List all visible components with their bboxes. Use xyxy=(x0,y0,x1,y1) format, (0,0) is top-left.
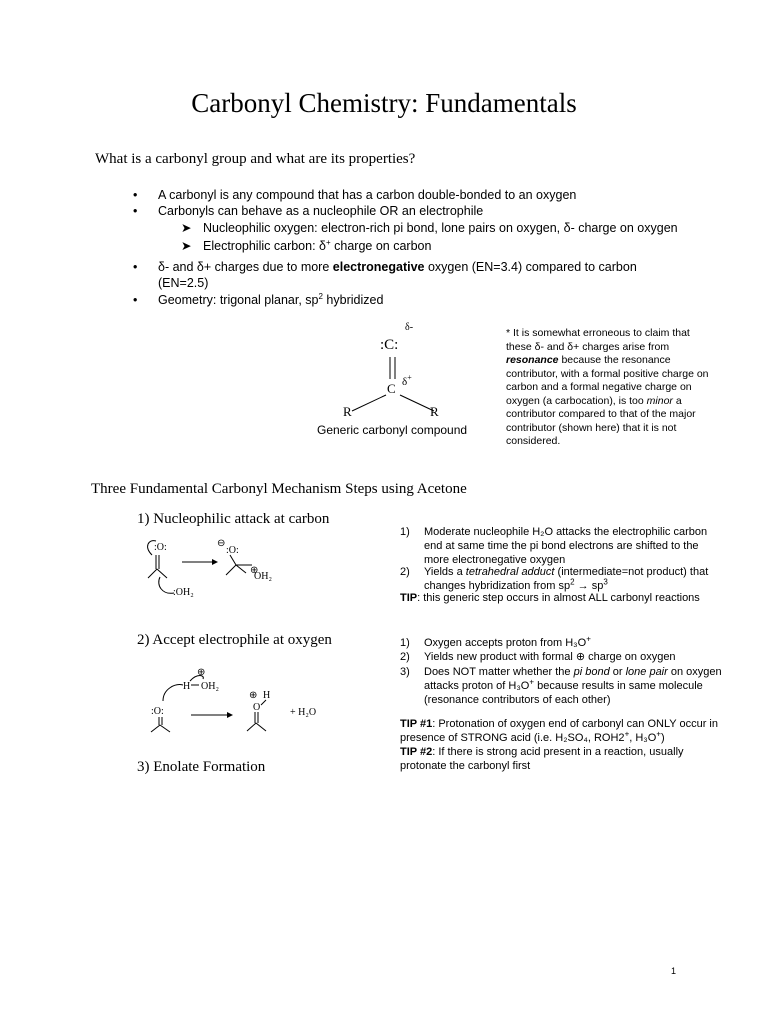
step1-oh2-label: OH₂ xyxy=(254,571,272,582)
section-question: What is a carbonyl group and what are its properties? xyxy=(95,151,416,167)
r-right-label: R xyxy=(430,404,439,419)
step2-point-2: 2) Yields new product with formal ⊕ charge on oxygen xyxy=(400,651,676,663)
bullet-3: • δ- and δ+ charges due to more electronegative oxygen (EN=3.4) compared to carbon (EN=2.5) xyxy=(133,260,637,290)
step2-h3o-oh2: OH₂ xyxy=(201,681,219,692)
step2-product-o: O xyxy=(253,702,261,713)
step1-point-2: 2) Yields a tetrahedral adduct (intermediate=not product) that changes hybridization from $sp^2 \to sp^3$ xyxy=(400,566,709,592)
step2-heading: 2) Accept electrophile at oxygen xyxy=(137,632,332,648)
step2-tip-2: TIP #2: If there is strong acid present in a reaction, usually protonate the carbonyl first xyxy=(400,746,684,772)
resonance-note: * It is somewhat erroneous to claim that these δ- and δ+ charges arise from resonance because the resonance contributor, with a formal positive charge on carbon and a formal negative charge on oxygen (a carbocation), is too minor a contributor compared to that of the major contributor (shown here) that it is not considered. xyxy=(506,327,709,447)
delta-minus-label: δ- xyxy=(405,322,414,333)
oxygen-label: :C: xyxy=(380,337,399,353)
step1-mechanism-diagram xyxy=(140,533,290,603)
step2-product-plus: ⊕ xyxy=(249,690,258,701)
step1-tip: TIP: this generic step occurs in almost ALL carbonyl reactions xyxy=(400,592,700,604)
generic-caption: Generic carbonyl compound xyxy=(317,423,468,437)
step1-o-label: :O: xyxy=(154,542,167,553)
bullet-1: • A carbonyl is any compound that has a carbon double-bonded to an oxygen xyxy=(133,188,577,202)
step1-minus-label: ⊖ xyxy=(217,538,226,549)
step2-h3o-plus: ⊕ xyxy=(197,667,206,678)
step1-o2-label: :O: xyxy=(226,545,239,556)
step2-h3o-h: H xyxy=(183,681,191,692)
step2-product-h: H xyxy=(263,690,271,701)
bullet-2: • Carbonyls can behave as a nucleophile OR an electrophile xyxy=(133,204,484,218)
page-number: 1 xyxy=(671,966,677,976)
bullet-2b: ➤ Electrophilic carbon: δ+ charge on carbon xyxy=(181,237,432,253)
step2-water-label: + H₂O xyxy=(290,707,317,718)
carbon-label: C xyxy=(387,381,396,396)
step3-heading: 3) Enolate Formation xyxy=(137,759,266,775)
bullet-2a: ➤ Nucleophilic oxygen: electron-rich pi bond, lone pairs on oxygen, δ- charge on oxygen xyxy=(181,221,678,235)
step2-tip-1: TIP #1: Protonation of oxygen end of carbonyl can ONLY occur in presence of STRONG acid (i.e. H₂SO₄, ROH2+, H₃O+) xyxy=(400,718,718,744)
r-left-label: R xyxy=(343,404,352,419)
step1-point-1: 1) Moderate nucleophile H₂O attacks the electrophilic carbon end at same time the pi bond electrons are shifted to the more electronegative oxygen xyxy=(400,526,708,566)
step2-point-3: 3) Does NOT matter whether the pi bond or lone pair on oxygen attacks proton of H₃O+ because results in same molecule (resonance contributors of each other) xyxy=(400,666,722,706)
step1-water-label: :OH₂ xyxy=(173,587,194,598)
step2-mechanism-diagram xyxy=(145,665,335,735)
step2-point-1: 1) Oxygen accepts proton from H₃O+ xyxy=(400,634,591,649)
delta-plus-label: δ+ xyxy=(402,373,412,388)
mechanism-title: Three Fundamental Carbonyl Mechanism Steps using Acetone xyxy=(91,481,467,497)
step2-o-label: :O: xyxy=(151,706,164,717)
page-title: Carbonyl Chemistry: Fundamentals xyxy=(191,88,577,118)
step1-heading: 1) Nucleophilic attack at carbon xyxy=(137,511,330,527)
bullet-4: • Geometry: trigonal planar, $sp^2$ hybridized xyxy=(133,291,384,307)
step1-plus-label: ⊕ xyxy=(250,565,259,576)
